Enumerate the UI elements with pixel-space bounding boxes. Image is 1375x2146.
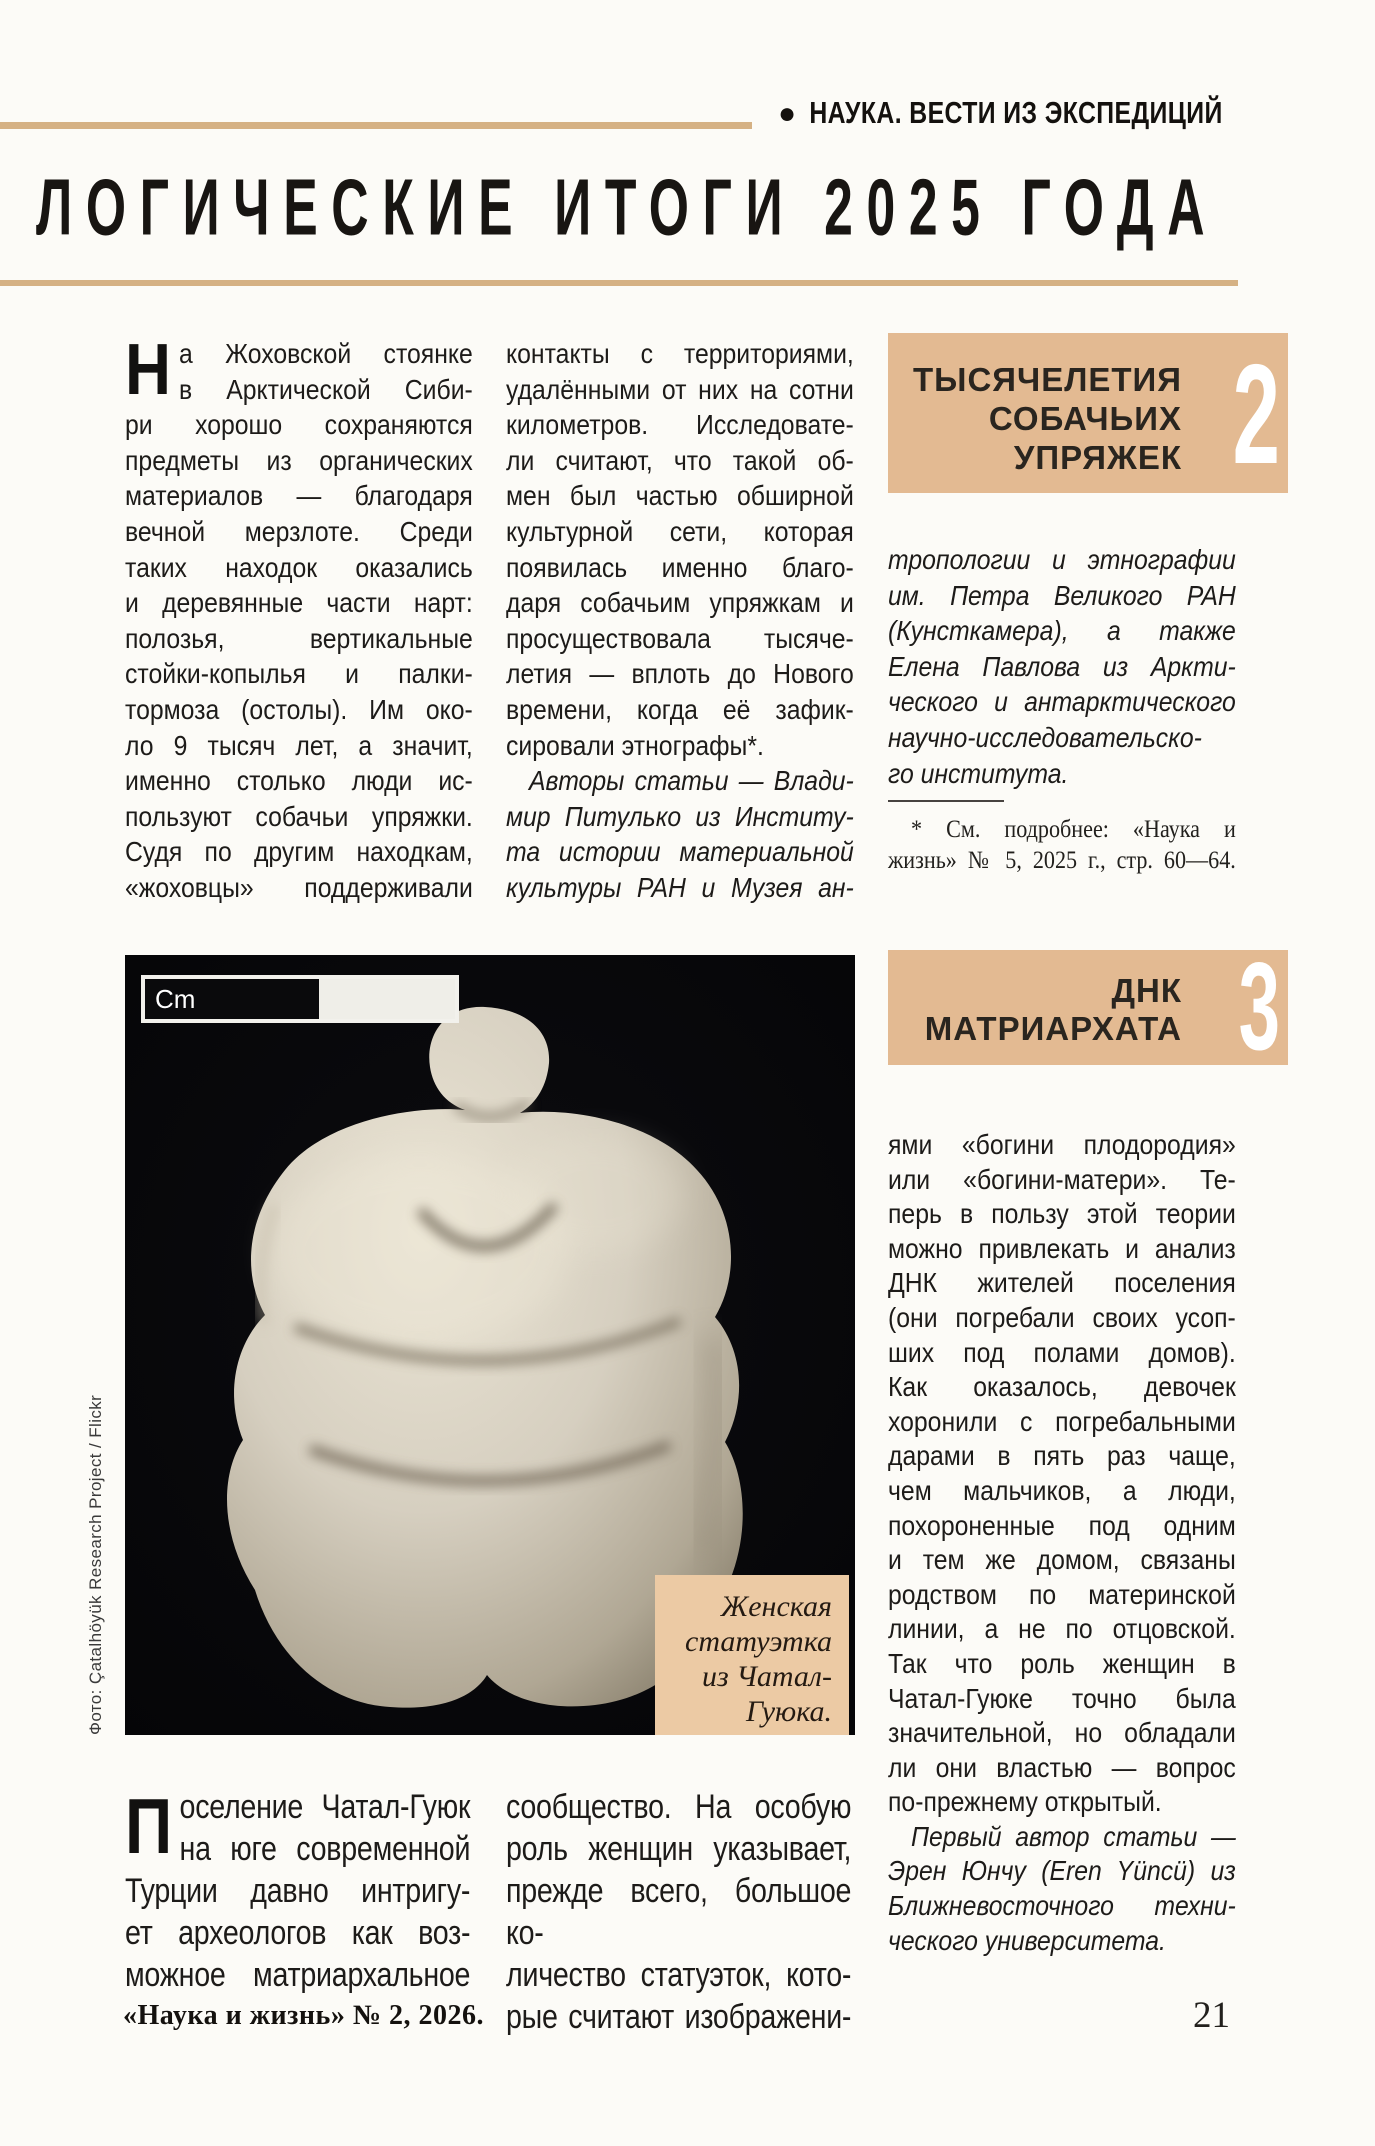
page-title-text: ЛОГИЧЕСКИЕ ИТОГИ 2025 ГОДА bbox=[36, 163, 1219, 253]
topic-box-2 bbox=[888, 333, 1288, 493]
sled-article-column-1 bbox=[125, 330, 473, 906]
sled-article-authors: Авторы статьи — Влади- мир Питулько из Институ- та истории материальной культуры РАН и Музея ан- bbox=[506, 765, 854, 903]
footnote-rule bbox=[888, 800, 1004, 802]
topic-box-3-number: 3 bbox=[1238, 938, 1280, 1076]
matriarchy-authors: Первый автор статьи — Эрен Юнчу (Eren Yüncü) из Ближневосточного техни- ческого университета. bbox=[888, 1820, 1236, 1956]
dropcap-letter: П bbox=[125, 1782, 172, 1870]
matriarchy-col2-text: сообщество. На особую роль женщин указывает, прежде всего, большое ко- личество статуэток, кото- рые считают изображени- bbox=[506, 1788, 852, 2036]
sled-article-col1-text: а Жоховской стоянке в Арктической Сиби- ри хорошо сохраняются предметы из органических материалов — благодаря вечной мерзлоте. Среди таких находок оказались и деревянные части нарт: полозья, вертикальные стойки-копылья и палки- тормоза (остолы). Им око- ло 9 тысяч лет, а значит, именно столько люди ис- пользуют собачьи упряжки. Судя по другим находкам, «жоховцы» поддерживали bbox=[125, 338, 473, 903]
photo-credit: Фото: Çatalhöyük Research Project / Flickr bbox=[86, 1394, 105, 1735]
section-kicker: НАУКА. ВЕСТИ ИЗ ЭКСПЕДИЦИЙ bbox=[809, 95, 1223, 130]
matriarchy-col1-text: оселение Чатал-Гуюк на юге современной Турции давно интригу- ет археологов как воз- можное матриархальное bbox=[125, 1788, 471, 1994]
sled-article-col2-text: контакты с территориями, удалёнными от них на сотни километров. Исследовате- ли считают, что такой об- мен был частью обширной культурной сети, которая появилась именно благо- даря собачьим упряжкам и просуществовала тысяче- летия — вплоть до Нового времени, когда её зафик- сировали этнографы*. bbox=[506, 338, 854, 761]
scale-bar-label: Cm bbox=[155, 983, 196, 1014]
page-title bbox=[36, 162, 1375, 253]
matriarchy-col3-text: ями «богини плодородия» или «богини-матери». Те- перь в пользу этой теории можно привлекать и анализ ДНК жителей поселения (они погребали своих усоп- ших под полами домов). Как оказалось, девочек хоронили с погребальными дарами в пять раз чаще, чем мальчиков, а люди, похороненные под одним и тем же домом, связаны родством по материнской линии, а не по отцовской. Так что роль женщин в Чатал-Гуюке точно была значительной, но обладали ли они властью — вопрос по-прежнему открытый. bbox=[888, 1129, 1236, 1818]
sled-article-authors-continued: тропологии и этнографии им. Петра Великого РАН (Кунсткамера), а также Елена Павлова из Аркти- ческого и антарктического научно-исследовательско- го института. bbox=[888, 544, 1236, 789]
matriarchy-article-column-3 bbox=[888, 1128, 1236, 1958]
matriarchy-article-column-2 bbox=[506, 1786, 851, 2038]
kicker-bullet-icon: ● bbox=[778, 97, 797, 130]
journal-issue-label: «Наука и жизнь» № 2, 2026. bbox=[123, 2000, 484, 2031]
matriarchy-article-column-1 bbox=[125, 1782, 471, 1996]
topic-box-3 bbox=[888, 938, 1288, 1076]
topic-box-2-label: ТЫСЯЧЕЛЕТИЯ СОБАЧЬИХ УПРЯЖЕК bbox=[913, 361, 1182, 476]
scale-bar bbox=[141, 975, 459, 1023]
scale-bar-dark-segment bbox=[145, 979, 319, 1019]
footnote: * См. подробнее: «Наука и жизнь» № 5, 2025 г., стр. 60—64. bbox=[888, 816, 1236, 874]
photo-caption: Женская статуэтка из Чатал- Гуюка. bbox=[655, 1575, 849, 1735]
kicker-rule bbox=[0, 122, 752, 129]
figurine-photo bbox=[125, 955, 855, 1735]
sled-article-column-2 bbox=[506, 336, 854, 906]
scale-bar-light-segment bbox=[319, 979, 455, 1019]
page-number: 21 bbox=[1193, 1995, 1230, 2036]
dropcap-letter: Н bbox=[125, 330, 172, 410]
topic-box-3-label: ДНК МАТРИАРХАТА bbox=[924, 972, 1182, 1047]
title-rule bbox=[0, 280, 1238, 286]
topic-box-2-number: 2 bbox=[1232, 335, 1280, 494]
